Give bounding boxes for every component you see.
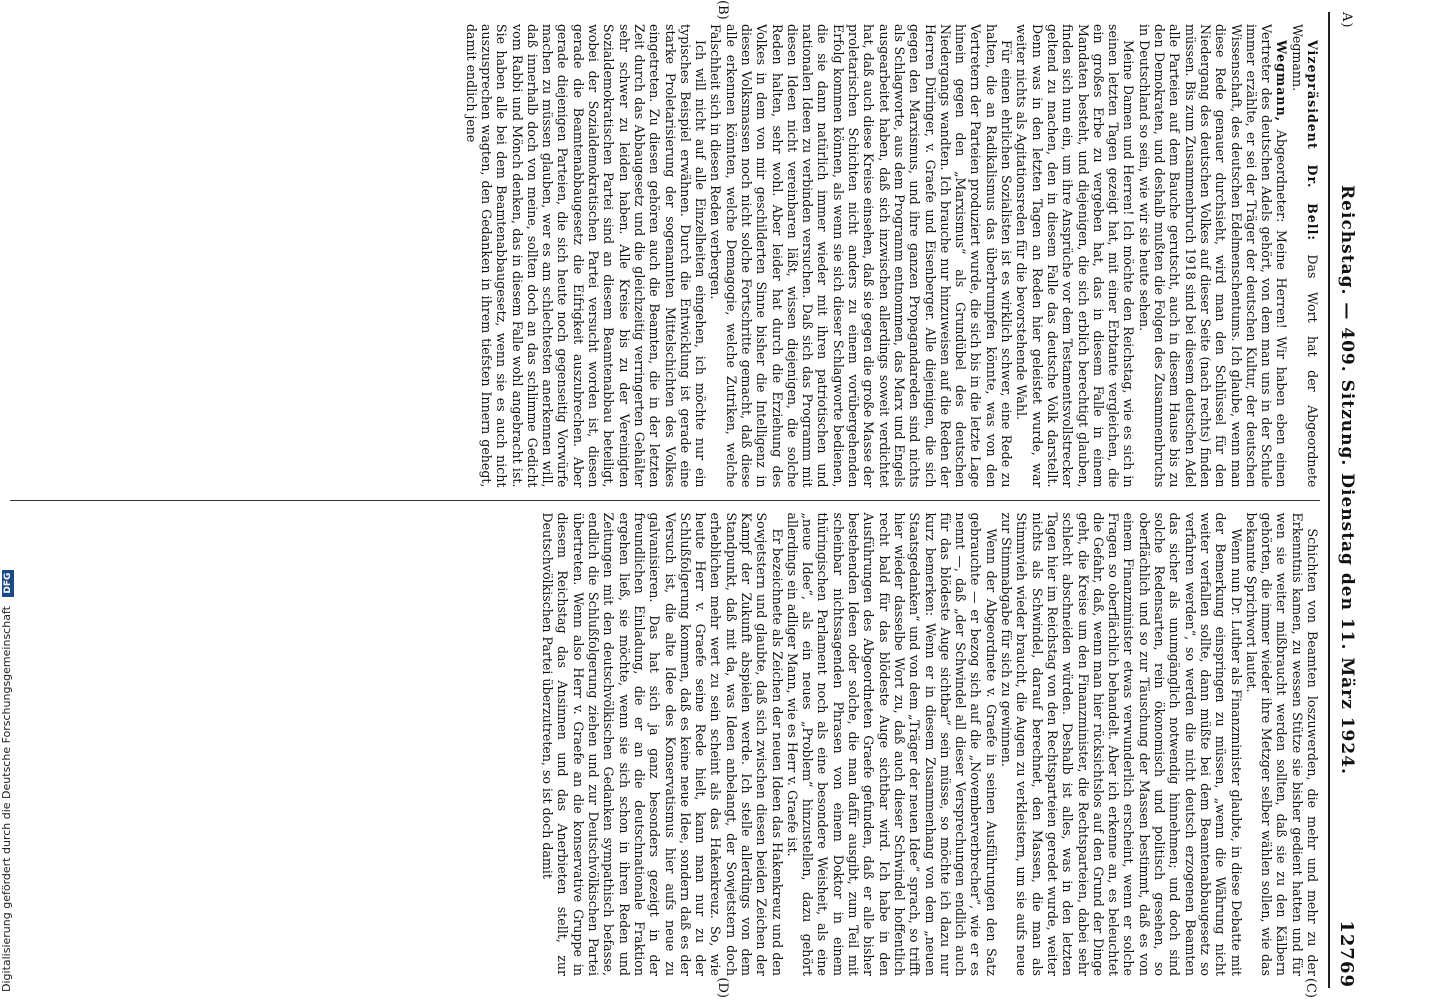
margin-marker-d: (D) xyxy=(715,977,730,998)
paragraph-text: Abgeordneter: Meine Herren! Wir haben eben einen Vertreter des deutschen Adels gehört, von dem man uns in der Schule immer erzählte, er sei der Träger der deutschen Kultur, der deutschen Wissenschaft, des deutschen Edelmenschentums. Ich glaube, wenn man diese Rede genauer durchsieht, wird man den Schlüssel für den Niedergang des deutschen Volkes auf dieser Seite (nach rechts) finden müssen. Bis zum Zusammenbruch 1918 sind bei diesem deutschen Adel alle Parteien auf dem Bauche gerutscht, auch in diesem Hause bis zu den Demokraten, und deshalb mußten die Folgen des Zusammenbruchs in Deutschland so sein, wie wir sie heute sehen. xyxy=(1136,24,1290,488)
right-column xyxy=(10,500,1320,998)
paragraph-text: Wenn nun Dr. Luther als Finanzminister glaubte, in diese Debatte mit der Bemerkung einspringen zu müssen, „wenn die Währung nicht weiter verfallen sollte, dann müßte bei dem Beamtenabbaugesetz so verfahren werden“, so werden die nicht deutsch erzogenen Beamten das sicher als unumgänglich notwendig hinnehmen; und doch sind solche Redensarten, rein ökonomisch und politisch gesehen, so oberflächlich und so zur Täuschung der Massen bestimmt, daß es von einem Finanzminister etwas verwunderlich erscheint, wenn er solche Fragen so oberflächlich behandelt. Aber ich erkenne an, es beleuchtet die Gefahr, daß, wenn man hier rücksichtslos auf den Grund der Dinge geht, die Kreise um den Finanzminister, die Rechtsparteien, dabei sehr schlecht abschneiden würden. Deshalb ist alles, was in den letzten Tagen hier im Reichstag von den Rechtsparteien geredet wurde, weiter nichts als Schwindel, darauf berechnet, den Massen, die man als Stimmvieh wieder braucht, die Augen zu verkleistern, um sie aufs neue zur Stimmabgabe für sich zu gewinnen. xyxy=(999,512,1244,976)
page-header xyxy=(1328,12,1364,988)
margin-marker-a: A) xyxy=(1339,12,1355,29)
page-number: 12769 xyxy=(1336,920,1358,988)
paragraph-text: Er bezeichnete als Zeichen der neuen Ideen das Hakenkreuz und den Sowjetstern und glaubte, daß sich zwischen diesen beiden Zeichen der Kampf der Zukunft abspielen werde. Ich stelle allerdings von dem Standpunkt, daß mit da, was Ideen anbelangt, der Sowjetstern doch erheblichen mehr wert zu sein scheint als das Hakenkreuz. So, wie heute Herr v. Graefe seine Rede hielt, kann man nur zu der Schlußfolgerung kommen, daß es keine neue Idee, sondern daß es der Versuch ist, die alte Idee des Konservatismus hier aufs neue zu galvanisieren. Das hat sich ja ganz besonders gezeigt in der freundlichen Einladung, die er an die deutschnationale Fraktion ergehen ließ, sie möchte, wenn sie sich schon in ihren Reden und Zeitungen mit den deutschvölkischen Gedanken sympathisch befasse, endlich die Schlußfolgerung ziehen und zur Deutschvölkischen Partei übertreten. Wenn also Herr v. Graefe an die konservative Gruppe in diesem Reichstag das Ansinnen und das Anerbieten stellt, zur Deutschvölkischen Partei überzutreten, so ist doch damit xyxy=(540,512,785,976)
margin-marker-b: (B) xyxy=(715,0,730,20)
paragraph xyxy=(785,513,999,977)
dfg-logo: DFG xyxy=(2,570,14,597)
speaker-name: Wegmann, xyxy=(1274,40,1290,123)
margin-marker-c: (C) xyxy=(1303,977,1318,998)
paragraph xyxy=(463,24,708,488)
left-column xyxy=(10,0,1320,500)
paragraph xyxy=(1244,513,1320,977)
paragraph-text: Schichten von Beamten loszuwerden, die mehr und mehr zu der Erkenntnis kamen, zu wessen Stütze sie bisher gedient hatten und für wen sie weiter mißbraucht werden sollten, daß sie zu den Kälbern gehörten, die immer wieder ihre Metzger selber wählen sollen, wie das bekannte Sprichwort lautet. xyxy=(1243,512,1320,976)
paragraph-text: Das Wort hat der Abgeordnete Wegmann. xyxy=(1289,24,1320,488)
speaker-name: Vizepräsident Dr. Bell: xyxy=(1305,40,1320,242)
paragraph-text: Wenn der Abgeordnete v. Graefe in seinen Ausführungen den Satz gebrauchte — er bezog sich auf die „Novemberverbrecher“, wie er es nennt —, daß „der Schwindel all dieser Versprechungen endlich auch für das blödeste Auge sichtbar“ sein müsse, so möchte ich dazu nur kurz bemerken: Wenn er in diesem Zusammenhang von dem „neuen Staatsgedanken“ und von dem „Träger der neuen Idee“ sprach, so trifft hier wieder dasselbe Wort zu, daß auch dieser Schwindel hoffentlich recht bald für das blödeste Auge sichtbar wird. Ich habe in den Ausführungen des Abgeordneten Graefe gefunden, daß er alle bisher bestehenden Ideen oder solche, die man dafür ausgibt, zum Teil mit scheinbar nichtssagenden Phrasen von einem Doktor in einem thüringischen Parlament noch als eine besondere Weisheit, als eine „neue Idee“, als ein neues „Problem“ hinzustellen, dazu gehört allerdings ein adliger Mann, wie es Herr v. Graefe ist. xyxy=(784,512,999,976)
paragraph xyxy=(1014,24,1136,488)
paragraph xyxy=(540,513,785,977)
text-columns xyxy=(10,0,1320,998)
paragraph xyxy=(1289,24,1320,488)
paragraph xyxy=(999,513,1244,977)
digitization-credit xyxy=(0,570,14,992)
paragraph xyxy=(1136,24,1289,488)
paragraph-text: Ich will nicht auf alle Einzelheiten eingehen, ich möchte nur ein typisches Beispiel erwähnen. Durch die Entwicklung ist gerade eine starke Proletarisierung der sogenannten Mittelschichten des Volkes eingetreten. Zu diesen gehören auch die Beamten, die in der letzten Zeit durch das Abbaugesetz und die gleichzeitig verringerten Gehälter sehr schwer zu leiden haben. Alle Kreise bis zu der Vereinigten Sozialdemokratischen Partei sind an diesem Beamtenabbau beteiligt, wobei der Sozialdemokratischen Partei versucht worden ist, diesen gerade die Beamtenabbaugesetz die Eifrigkeit auszubrechen. Aber gerade diejenigen Parteien, die sich heute noch gegenseitig Vorwürfe machen zu müssen glauben, wer es am schlechtesten anerkennen will, daß innerhalb doch von meine, sollten doch an das schlimme Gedicht vom Rabbi und Mönch denken, das in diesem Falle wohl angebracht ist. Sie haben alle bei dem Beamtenabbaugesetz, wenn sie es auch nicht auszusprechen wagten, den Gedanken in ihrem tiefsten Innern gehegt, damit endlich jene xyxy=(463,24,709,488)
page-title: Reichstag. — 409. Sitzung. Dienstag den 11. März 1924. xyxy=(1337,185,1357,775)
paragraph xyxy=(708,24,1014,488)
digitization-credit-text: Digitalisierung gefördert durch die Deutsche Forschungsgemeinschaft xyxy=(0,606,13,992)
paragraph-text: Meine Damen und Herren! Ich möchte den Reichstag, wie es sich in seinen letzten Tagen gezeigt hat, mit einer Erbtante vergleichen, die ein großes Erbe zu vergeben hat, das in diesem Falle in einem Mandaten besteht, und diejenigen, die sich erblich berechtigt glauben, finden sich nun ein, um ihre Ansprüche vor dem Testamentsvollstrecker geltend zu machen, den in diesem Falle das deutsche Volk darstellt. Denn was in den letzten Tagen an Reden hier geleistet wurde, war weiter nichts als Agitationsreden für die bevorstehende Wahl. xyxy=(1014,24,1137,488)
paragraph-text: Für einen ehrlichen Sozialisten ist es wirklich schwer, eine Rede zu halten, die an Radikalismus das überbrumpfen könnte, was von den Vertretern der Parteien produziert wurde, die sich bis in die letzte Lage hinein gegen den „Marxismus“ als Grundübel des deutschen Niedergangs wandten. Ich brauche nur hinzuweisen auf die Reden der Herren Düringer, v. Graefe und Eisenberger. Alle diejenigen, die sich gegen den Marxismus, und ihre ganzen Propagandareden sind nichts als Schlagworte, aus dem Programm entnommen, das Marx und Engels ausgearbeitet haben, daß sich inzwischen allerdings soweit verdichtet hat, daß auch diese Kreise einsehen, daß sie gegen die große Masse der proletarischen Schichten nicht anders zu einem vorübergehenden Erfolg kommen können, als wenn sie sich dieser Schlagworte bedienen, die sie dann natürlich immer wieder mit ihren patriotischen und nationalen Ideen zu verbinden versuchen. Daß sich das Programm mit diesen Ideen nicht vereinbaren läßt, wissen diejenigen, die solche Reden halten, sehr wohl. Aber leider hat durch die Erziehung des Volkes in dem von mir geschilderten Sinne bisher die Intelligenz in diesen Volksmassen noch nicht solche Fortschritte gemacht, daß diese alle erkennen könnten, welche Demagogie, welche Zutriken, welche Falschheit sich in diesen Reden verbergen. xyxy=(708,24,1015,488)
